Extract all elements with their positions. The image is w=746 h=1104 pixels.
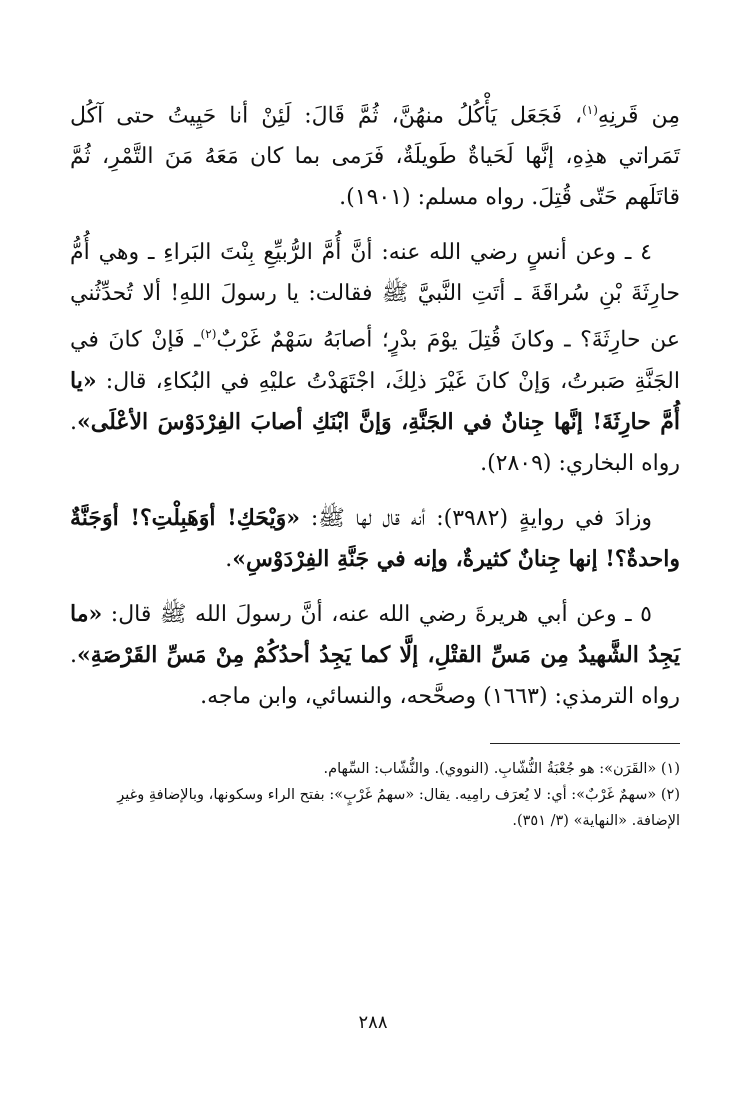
paragraph-2-text-a: ٤ ـ وعن أنسٍ رضي الله عنه: أنَّ أُمَّ الرُّبيِّعِ بِنْتَ البَراءِ ـ وهي أُمُّ حارِثَةَ بْنِ سُراقَةَ ـ أتَتِ النَّبيَّ ﷺ فقالت: يا رسولَ اللهِ! ألا تُحدِّثُني عن حارِثَةَ؟ ـ وكانَ قُتِلَ يوْمَ بدْرٍ؛ أصابَهُ سَهْمٌ غَرْبٌ — [70, 240, 680, 353]
hadith-quote-3: «ما يَجِدُ الشَّهيدُ مِن مَسِّ القتْلِ، إلَّا كما يَجِدُ أحدُكُمْ مِنْ مَسِّ القَرْصَةِ» — [70, 600, 680, 668]
footnote-2: (٢) «سهمٌ غَرْبٌ»: أي: لا يُعرَف رامِيه. يقال: «سهمُ غَرْبٍ»: بفتح الراء وسكونها، وبالإضافةِ وغيرِ الإضافة. «النهاية» (٣/ ٣٥١). — [117, 786, 680, 829]
paragraph-3 — [70, 498, 680, 580]
book-page — [70, 90, 680, 1050]
paragraph-1 — [70, 90, 680, 218]
paragraph-3-text-a: وزادَ في روايةٍ (٣٩٨٢): أنه قال لها ﷺ: — [299, 505, 652, 531]
footnote-ref-2: (٢) — [200, 327, 217, 342]
paragraph-3-text-b: . — [225, 546, 233, 572]
paragraph-1-text-b: ، فَجَعَل يَأْكُلُ منهُنَّ، ثُمَّ قَالَ: لَئِنْ أنا حَيِيتُ حتى آكُل تَمَراتي هذِهِ، إنَّها لَحَياةٌ طَويلَةٌ، فَرَمى بما كان مَعَهُ مَنَ التَّمْرِ، ثُمَّ قاتَلَهم حَتّى قُتِلَ. رواه مسلم: (١٩٠١). — [70, 103, 680, 211]
footnote-1: (١) «القَرَن»: هو جُعْبَةُ النُّشّابِ. (النووي). والنُّشّاب: السِّهام. — [323, 760, 680, 777]
page-number: ٢٨٨ — [358, 1012, 388, 1033]
paragraph-4-text-b: . رواه الترمذي: (١٦٦٣) وصحَّحه، والنسائي، وابن ماجه. — [70, 642, 680, 709]
hadith-quote-1: «يا أُمَّ حارِثَةَ! إنَّها جِنانٌ في الجَنَّةِ، وَإنَّ ابْنَكِ أصابَ الفِرْدَوْسَ الأعْلَى» — [70, 367, 680, 435]
paragraph-2-text-b: ـ فَإنْ كانَ في الجَنَّةِ صَبرتُ، وَإنْ كانَ غَيْرَ ذلِكَ، اجْتَهَدْتُ عليْهِ في البُكاءِ، قال: — [70, 327, 680, 394]
hadith-quote-2: «وَيْحَكِ! أوَهَبِلْتِ؟! أوَجَنَّةٌ واحدةٌ؟! إنها جِنانٌ كثيرةٌ، وإنه في جَنَّةِ الفِرْدَوْسِ» — [70, 504, 680, 572]
paragraph-4-text-a: ٥ ـ وعن أبي هريرةَ رضي الله عنه، أنَّ رسولَ الله ﷺ قال: — [102, 601, 652, 627]
paragraph-4 — [70, 594, 680, 717]
footnote-divider — [490, 743, 680, 744]
paragraph-1-text-a: مِن قَرنِهِ — [597, 103, 680, 129]
footnote-ref-1: (١) — [582, 103, 598, 117]
paragraph-2-text-c: . رواه البخاري: (٢٨٠٩). — [70, 409, 680, 476]
paragraph-2 — [70, 232, 680, 483]
